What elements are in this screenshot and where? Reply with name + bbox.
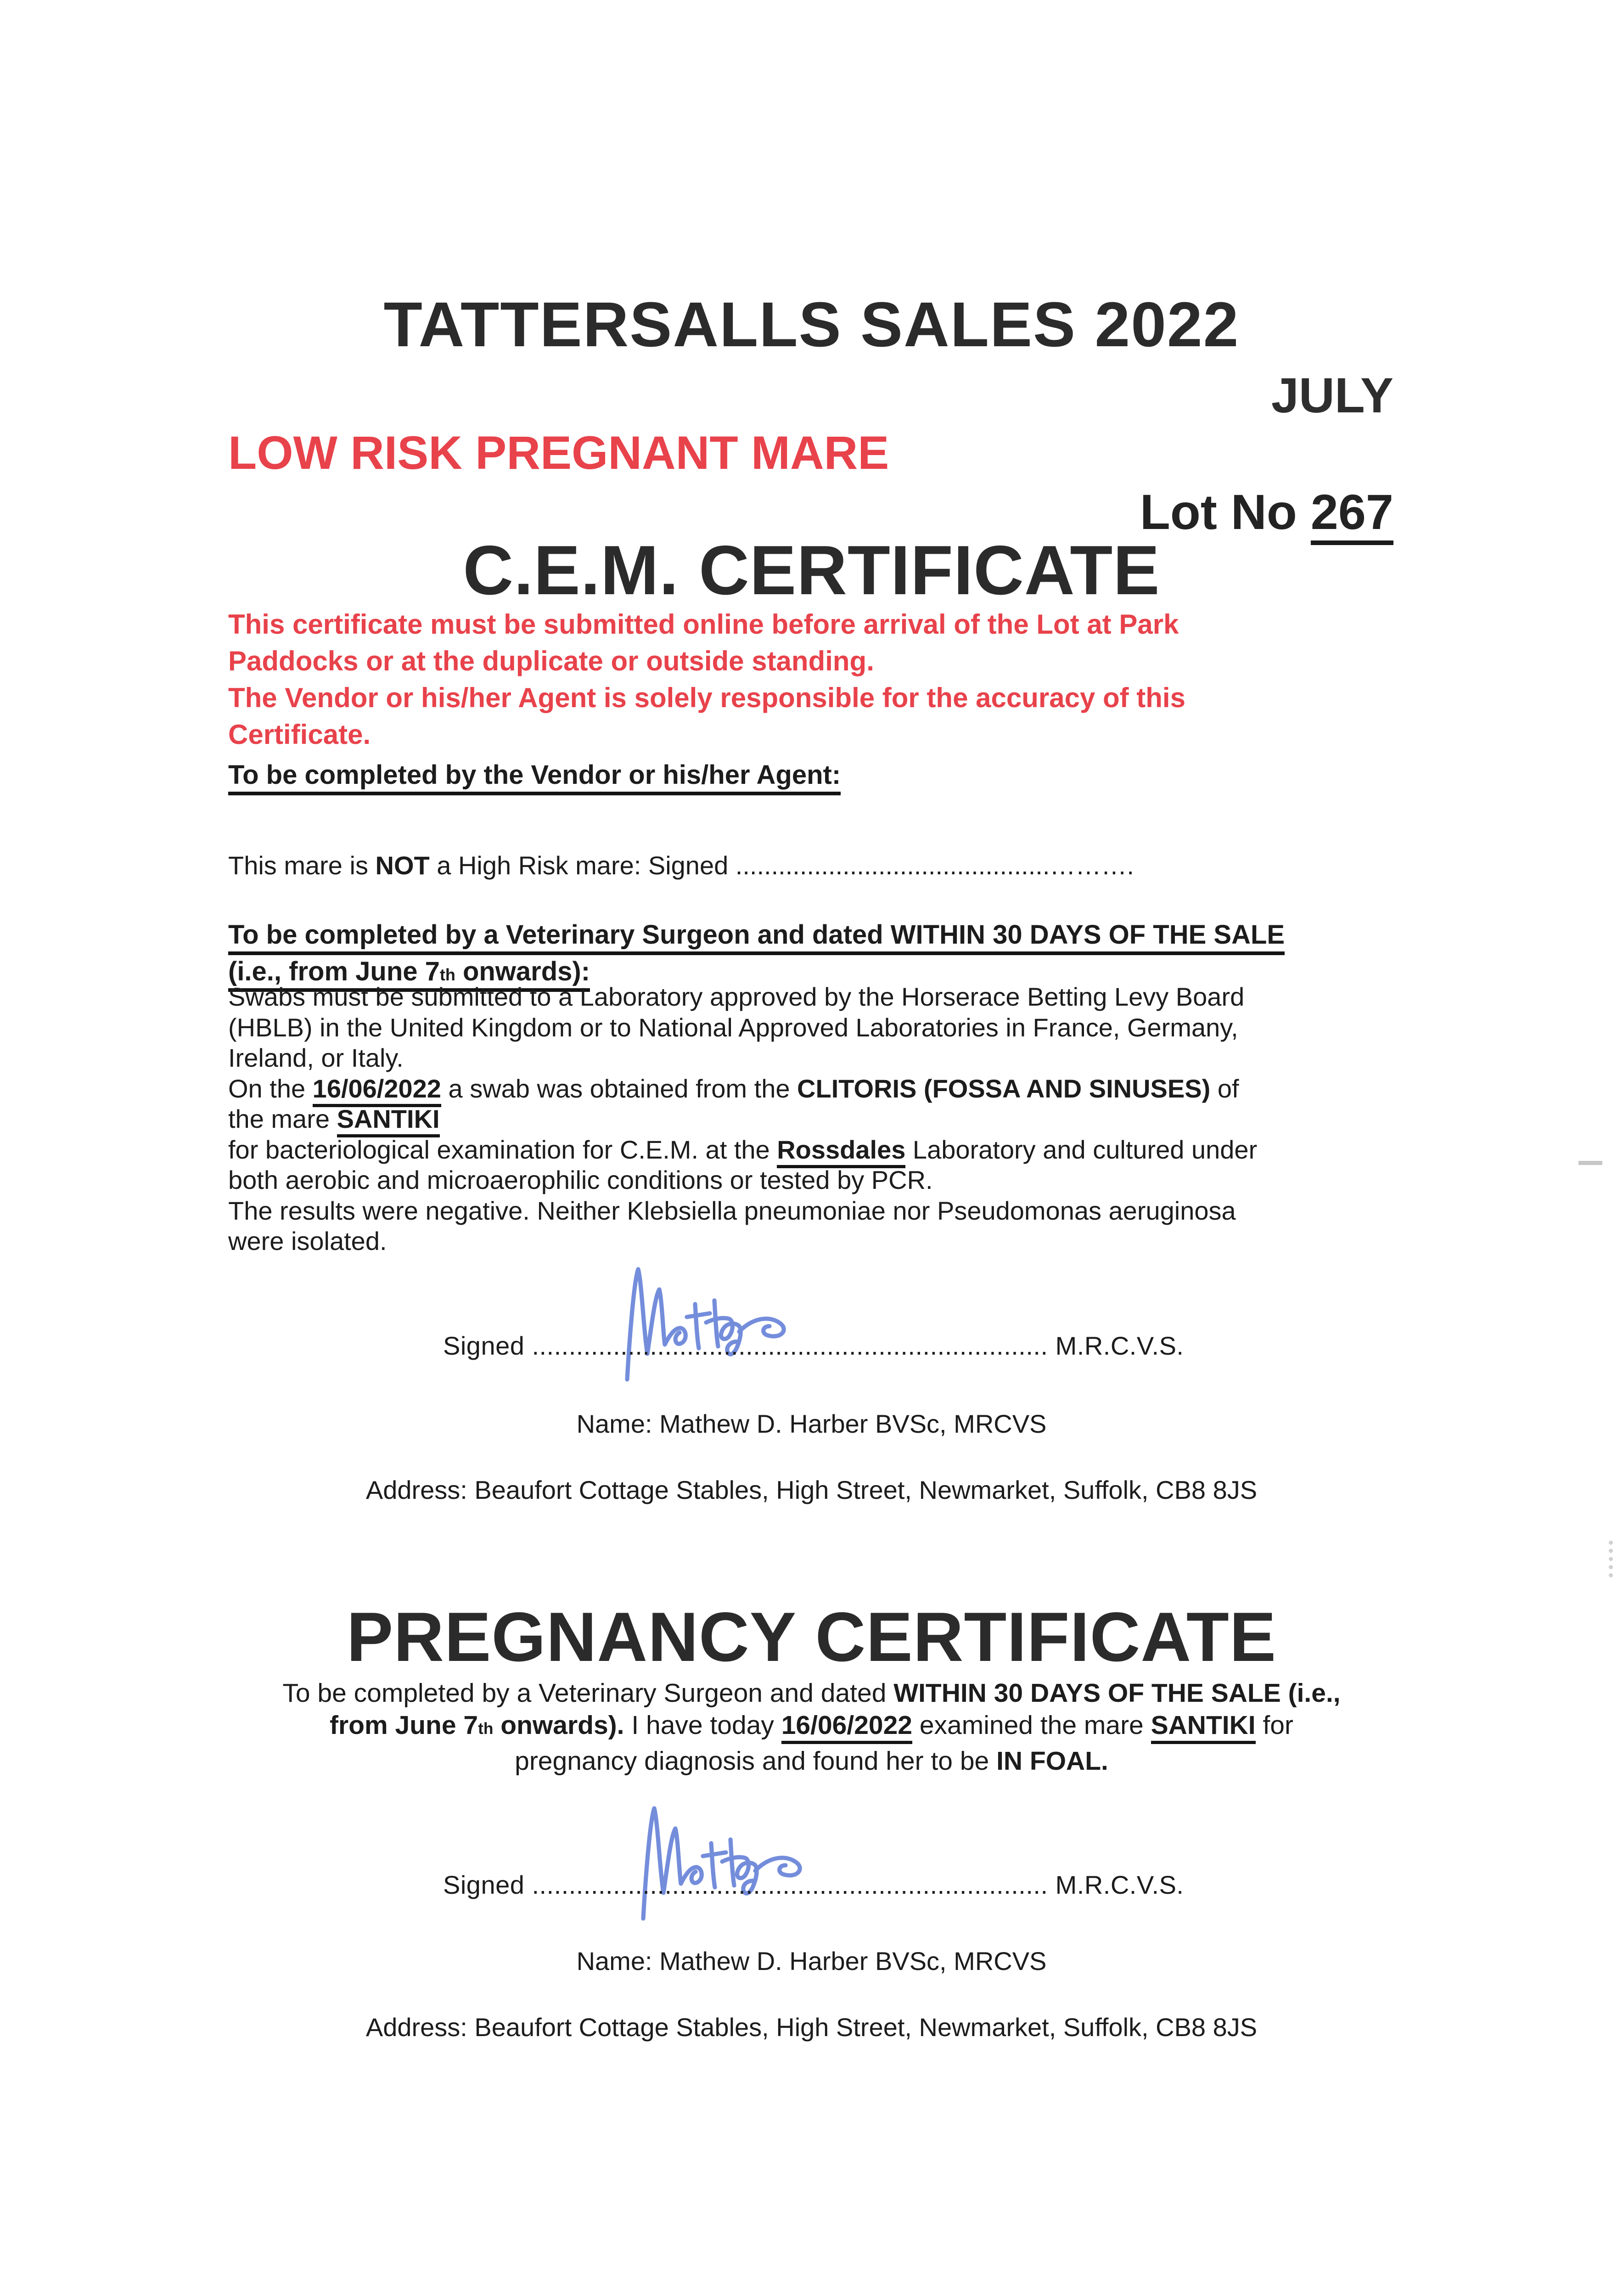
results-line: The results were negative. Neither Klebsiella pneumoniae nor Pseudomonas aeruginosa xyxy=(228,1196,1236,1225)
swab-site: CLITORIS (FOSSA AND SINUSES) xyxy=(797,1074,1211,1103)
lot-prefix: Lot No xyxy=(1140,484,1311,540)
swab-date: 16/06/2022 xyxy=(313,1074,441,1107)
pregnancy-para-line: To be completed by a Veterinary Surgeon and dated WITHIN 30 DAYS OF THE SALE (i.e., xyxy=(282,1678,1341,1708)
vet-name-line: Name: Mathew D. Harber BVSc, MRCVS xyxy=(576,1409,1047,1438)
vet-signature xyxy=(620,1262,868,1390)
vet-address-line: Address: Beaufort Cottage Stables, High Street, Newmarket, Suffolk, CB8 8JS xyxy=(365,2013,1258,2042)
mare-name: SANTIKI xyxy=(1151,1711,1256,1744)
not-emphasis: NOT xyxy=(375,851,430,880)
exam-date: 16/06/2022 xyxy=(781,1711,912,1744)
cem-signed-line: Signed ...................................................................... M.R.C.V.S. xyxy=(443,1331,1184,1360)
notice-line: Certificate. xyxy=(228,719,371,750)
submission-notice xyxy=(228,606,1185,753)
pregnancy-para-line: from June 7th onwards). I have today 16/06/2022 examined the mare SANTIKI for xyxy=(0,1709,1623,1745)
vendor-instruction-heading: To be completed by the Vendor or his/her Agent: xyxy=(228,757,841,793)
results-line: were isolated. xyxy=(228,1227,387,1255)
laboratory-name: Rossdales xyxy=(777,1135,905,1168)
pregnancy-paragraph xyxy=(0,1677,1623,1777)
sale-month-label: JULY xyxy=(1271,367,1393,423)
signature-dotted-line: ............................................………. xyxy=(735,851,1134,880)
high-risk-declaration-line: This mare is NOT a High Risk mare: Signed ............................................………. xyxy=(228,851,1134,880)
mare-name-line: the mare SANTIKI xyxy=(228,1104,1257,1135)
swab-date-line: On the 16/06/2022 a swab was obtained from the CLITORIS (FOSSA AND SINUSES) of xyxy=(228,1074,1257,1104)
swab-requirements-line: Ireland, or Italy. xyxy=(228,1043,404,1072)
vet-address-line: Address: Beaufort Cottage Stables, High Street, Newmarket, Suffolk, CB8 8JS xyxy=(365,1475,1258,1504)
notice-line: Paddocks or at the duplicate or outside standing. xyxy=(228,646,874,676)
vet-signature xyxy=(636,1801,884,1930)
pregnancy-para-line: pregnancy diagnosis and found her to be IN FOAL. xyxy=(515,1746,1108,1776)
laboratory-line: for bacteriological examination for C.E.M. at the Rossdales Laboratory and cultured under xyxy=(228,1135,1257,1165)
signature-dotted-line: ...................................................................... xyxy=(532,1331,1048,1360)
pregnancy-signed-line: Signed ...................................................................... M.R.C.V.S. xyxy=(443,1870,1184,1899)
vet-instruction-heading: To be completed by a Veterinary Surgeon and dated WITHIN 30 DAYS OF THE SALE (i.e., from June 7th onwards): xyxy=(228,917,1285,993)
signature-dotted-line: ...................................................................... xyxy=(532,1870,1048,1899)
mrcvs-label: M.R.C.V.S. xyxy=(1048,1870,1184,1899)
cem-certificate-heading: C.E.M. CERTIFICATE xyxy=(463,531,1160,609)
mare-name: SANTIKI xyxy=(337,1104,440,1137)
in-foal-result: IN FOAL. xyxy=(996,1746,1108,1776)
pregnancy-certificate-heading: PREGNANCY CERTIFICATE xyxy=(346,1598,1277,1676)
scan-artifact-dash xyxy=(1578,1161,1602,1165)
page-title: TATTERSALLS SALES 2022 xyxy=(383,289,1240,360)
swab-requirements-line: (HBLB) in the United Kingdom or to National Approved Laboratories in France, Germany, xyxy=(228,1013,1238,1042)
swab-requirements-line: Swabs must be submitted to a Laboratory approved by the Horserace Betting Levy Board xyxy=(228,982,1245,1011)
mrcvs-label: M.R.C.V.S. xyxy=(1048,1331,1184,1360)
risk-banner: LOW RISK PREGNANT MARE xyxy=(228,427,889,479)
swab-details-paragraph: Swabs must be submitted to a Laboratory approved by the Horserace Betting Levy Board (HBLB) in the United Kingdom or to National Approved Laboratories in France, Germany, Ireland, or Italy. On the 16/06/2022 a swab was obtained from the CLITORIS (FOSSA AND SINUSES) of the mare SANTIKI for bacteriological examination for C.E.M. at the Rossdales Laboratory and cultured under both aerobic and microaerophilic conditions or tested by PCR. The results were negative. Neither Klebsiella pneumoniae nor Pseudomonas aeruginosa were isolated. xyxy=(228,982,1257,1257)
lot-number: 267 xyxy=(1311,484,1393,545)
vet-name-line: Name: Mathew D. Harber BVSc, MRCVS xyxy=(576,1947,1047,1975)
notice-line: This certificate must be submitted online before arrival of the Lot at Park xyxy=(228,609,1179,640)
scan-artifact-dots xyxy=(1606,1541,1613,1577)
notice-line: The Vendor or his/her Agent is solely responsible for the accuracy of this xyxy=(228,682,1185,713)
